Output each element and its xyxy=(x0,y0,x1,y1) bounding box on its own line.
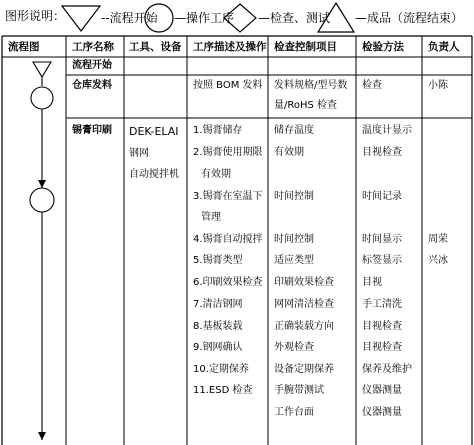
printing-step-8: 8.基板装载 xyxy=(193,321,243,332)
flow-arrow-down-icon xyxy=(38,432,46,440)
row-warehouse-owner: 小陈 xyxy=(428,80,448,91)
header-process-name: 工序名称 xyxy=(72,41,114,53)
printing-step-2: 2.锡膏使用期限 xyxy=(193,147,263,158)
printing-method-10: 保养及维护 xyxy=(362,364,412,375)
printing-control-10: 设备定期保养 xyxy=(274,364,334,375)
flowchart-diagram xyxy=(0,0,66,445)
legend-product-label: —成品（流程结束） xyxy=(355,11,464,25)
printing-control-11: 手腕带测试 xyxy=(274,385,324,396)
row-warehouse-description: 按照 BOM 发料 xyxy=(193,80,263,91)
printing-owner-1: 周荣 xyxy=(428,234,448,245)
printing-control-5: 适应类型 xyxy=(274,255,314,266)
printing-method-9: 目视检查 xyxy=(362,342,402,353)
printing-step-3-cont: 管理 xyxy=(201,212,221,223)
printing-step-5: 5.锡膏类型 xyxy=(193,255,243,266)
printing-control-9: 外观检查 xyxy=(274,342,314,353)
printing-method-8: 目视检查 xyxy=(362,321,402,332)
header-flowchart: 流程图 xyxy=(8,41,40,53)
printing-step-4: 4.锡膏自动搅拌 xyxy=(193,234,263,245)
row-warehouse-control-2: 量/RoHS 检查 xyxy=(274,100,338,111)
printing-step-1: 1.锡膏储存 xyxy=(193,125,243,136)
row-printing-tool-3: 自动搅拌机 xyxy=(129,169,179,180)
printing-control-2: 有效期 xyxy=(274,147,304,158)
printing-step-6: 6.印刷效果检查 xyxy=(193,277,263,288)
printing-step-2-cont: 有效期 xyxy=(201,169,231,180)
printing-method-4: 时间显示 xyxy=(362,234,402,245)
printing-control-3: 时间控制 xyxy=(274,191,314,202)
printing-control-12: 工作台面 xyxy=(274,407,314,418)
row-warehouse-control-1: 发料规格/型号数 xyxy=(274,80,348,91)
row-printing-tool-1: DEK-ELAI xyxy=(129,125,179,138)
legend-start-label: --流程开始 xyxy=(101,11,158,25)
printing-method-2: 目视检查 xyxy=(362,147,402,158)
flow-printing-circle-icon xyxy=(30,188,54,212)
legend-title: 图形说明： xyxy=(5,9,66,23)
legend-inspection-label: —检查、测试 xyxy=(258,11,331,25)
header-description: 工序描述及操作 xyxy=(193,41,267,53)
row-printing-process-name: 锡膏印刷 xyxy=(72,125,112,136)
header-control-items: 检查控制项目 xyxy=(274,41,337,53)
printing-step-11: 11.ESD 检查 xyxy=(193,385,253,396)
printing-method-5: 标签显示 xyxy=(362,255,402,266)
printing-method-7: 手工清洗 xyxy=(362,299,402,310)
printing-step-3: 3.锡膏在室温下 xyxy=(193,191,263,202)
printing-step-9: 9.钢网确认 xyxy=(193,342,243,353)
row-warehouse-method: 检查 xyxy=(362,80,382,91)
printing-step-10: 10.定期保养 xyxy=(193,364,249,375)
header-tools: 工具、设备 xyxy=(129,41,182,53)
printing-control-8: 正确装载方向 xyxy=(274,321,334,332)
row-warehouse-process-name: 仓库发料 xyxy=(72,80,112,91)
flow-arrow-icon xyxy=(38,180,46,188)
printing-step-7: 7.清洁钢网 xyxy=(193,299,243,310)
printing-method-11: 仪器测量 xyxy=(362,385,402,396)
flow-warehouse-circle-icon xyxy=(31,87,53,109)
header-owner: 负责人 xyxy=(428,41,460,53)
printing-method-12: 仪器测量 xyxy=(362,407,402,418)
printing-control-6: 印刷效果检查 xyxy=(274,277,334,288)
printing-method-1: 温度计显示 xyxy=(362,125,412,136)
printing-control-1: 储存温度 xyxy=(274,125,314,136)
row-printing-tool-2: 钢网 xyxy=(129,148,149,159)
printing-method-3: 时间记录 xyxy=(362,191,402,202)
printing-method-6: 目视 xyxy=(362,277,382,288)
row-start-process-name: 流程开始 xyxy=(72,60,112,71)
printing-owner-2: 兴冰 xyxy=(428,255,448,266)
printing-control-4: 时间控制 xyxy=(274,234,314,245)
flow-start-triangle-icon xyxy=(33,62,51,77)
legend-operation-label: —操作工序 xyxy=(174,11,235,25)
printing-control-7: 网网清洁检查 xyxy=(274,299,334,310)
header-method: 检验方法 xyxy=(362,41,404,53)
